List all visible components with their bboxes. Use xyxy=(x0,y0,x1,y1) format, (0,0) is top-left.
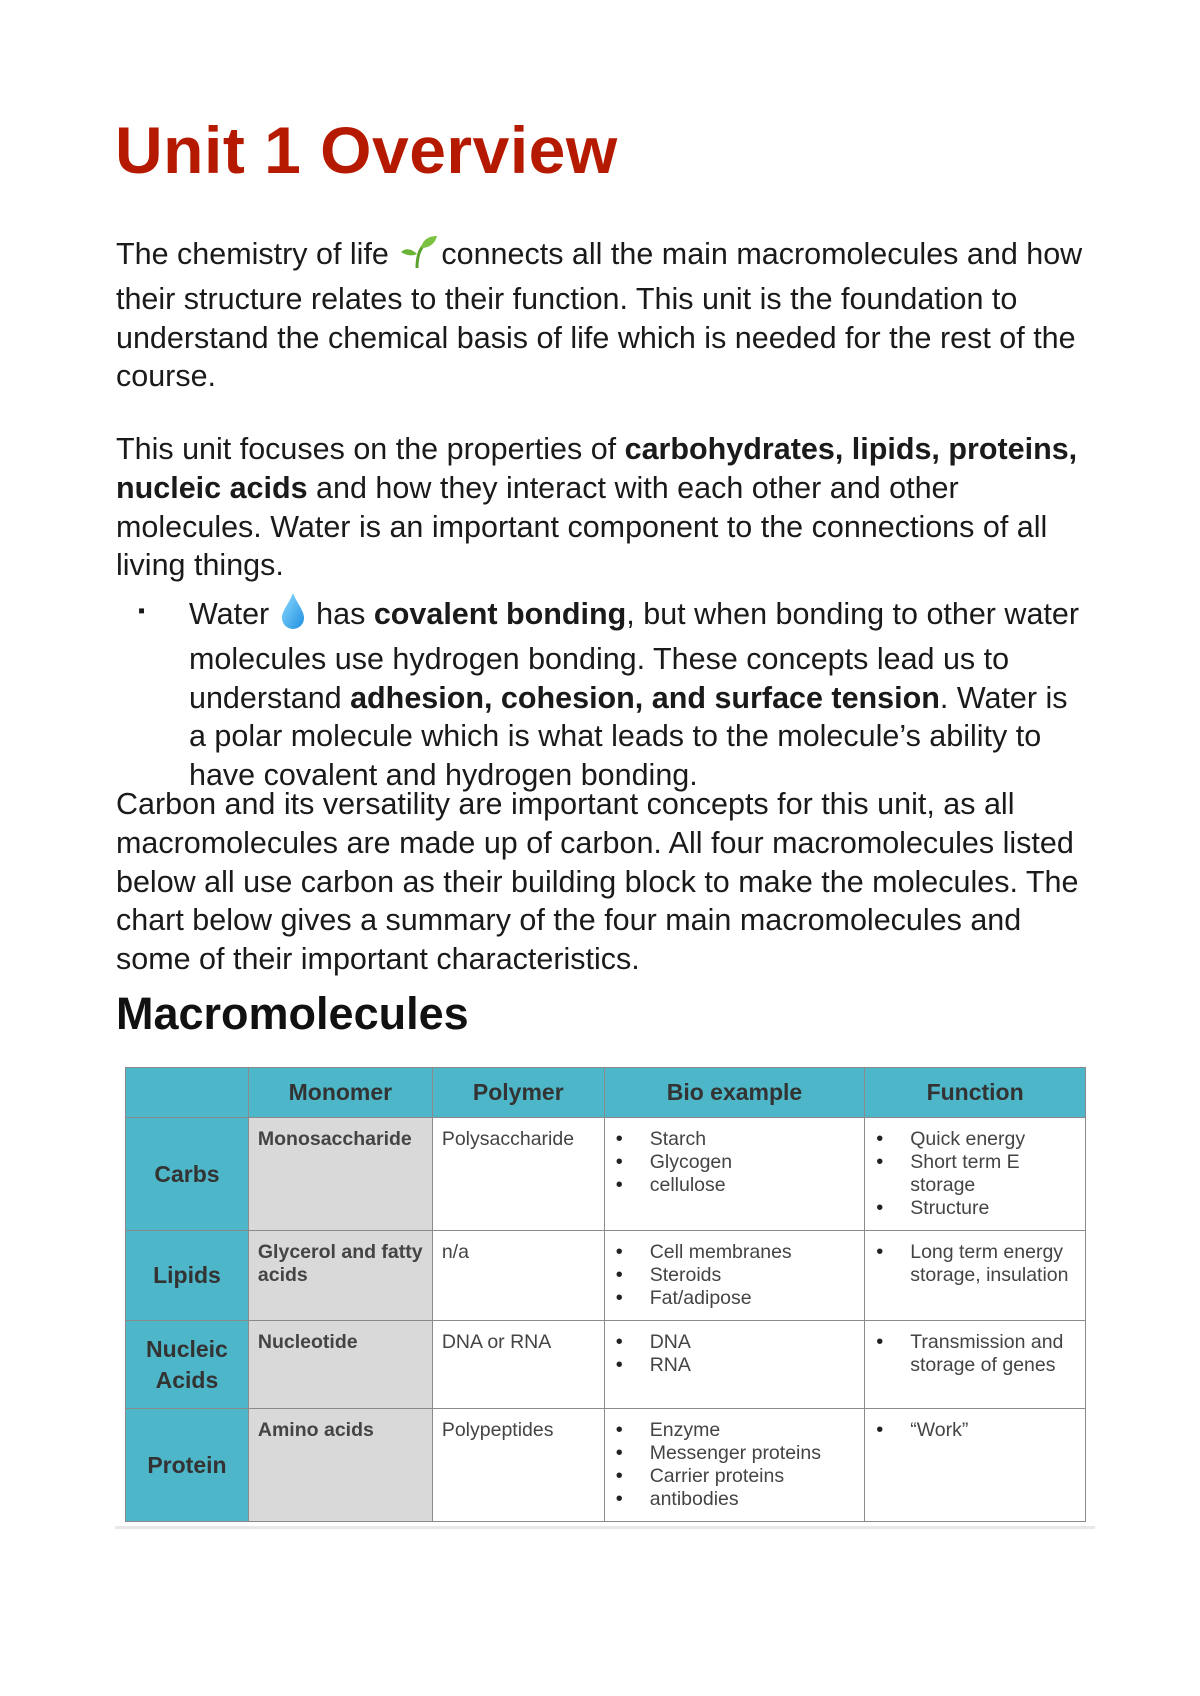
row-label: Carbs xyxy=(126,1118,249,1231)
bullet-text: has xyxy=(307,597,374,631)
header-cell: Function xyxy=(865,1068,1086,1118)
table-row xyxy=(126,1118,1086,1231)
list-item: • cellulose xyxy=(650,1174,856,1197)
divider xyxy=(115,1526,1095,1529)
monomer-cell: Nucleotide xyxy=(248,1321,432,1409)
bullet-bold: adhesion, cohesion, and surface tension xyxy=(350,680,940,715)
bullet-list xyxy=(874,1331,1076,1377)
function-cell xyxy=(865,1231,1086,1321)
carbon-paragraph: Carbon and its versatility are important concepts for this unit, as all macromolecules are made up of carbon. All four macromolecules listed below all use carbon as their building block to make the molecules. The chart below gives a summary of the four main macromolecules and some of their important characteristics. xyxy=(116,787,1079,977)
monomer-cell: Amino acids xyxy=(248,1409,432,1522)
header-cell xyxy=(126,1068,249,1118)
list-item: • DNA xyxy=(650,1331,856,1354)
bullet-marker: ▪ xyxy=(138,600,146,622)
focus-bold: carbohydrates, lipids, proteins, nucleic acids xyxy=(116,432,1078,505)
bullet-list xyxy=(614,1419,856,1511)
bullet-list xyxy=(614,1241,856,1310)
bullet-list xyxy=(874,1419,1076,1442)
list-item: • antibodies xyxy=(650,1488,856,1511)
bio-example-cell xyxy=(604,1118,865,1231)
header-cell: Polymer xyxy=(432,1068,604,1118)
list-item: • Quick energy xyxy=(910,1128,1076,1151)
intro-text: connects all the main macromolecules and how their structure relates to their function. This unit is the foundation to understand the chemical basis of life which is needed for the rest of the course. xyxy=(116,237,1083,394)
header-cell: Bio example xyxy=(604,1068,865,1118)
list-item: • Glycogen xyxy=(650,1151,856,1174)
header-cell: Monomer xyxy=(248,1068,432,1118)
polymer-cell: n/a xyxy=(432,1231,604,1321)
bio-example-cell xyxy=(604,1231,865,1321)
function-cell xyxy=(865,1409,1086,1522)
focus-text: and how they interact with each other and other molecules. Water is an important component to the connections of all living things. xyxy=(116,470,1048,583)
function-cell xyxy=(865,1321,1086,1409)
focus-paragraph xyxy=(116,430,1091,585)
table-row xyxy=(126,1231,1086,1321)
macromolecules-table xyxy=(125,1067,1086,1522)
water-bullet-list xyxy=(116,592,1091,795)
table-header-row xyxy=(126,1068,1086,1118)
section-heading: Macromolecules xyxy=(116,988,469,1039)
monomer-cell: Glycerol and fatty acids xyxy=(248,1231,432,1321)
list-item: • Messenger proteins xyxy=(650,1442,856,1465)
table-row xyxy=(126,1321,1086,1409)
row-label: Nucleic Acids xyxy=(126,1321,249,1409)
polymer-cell: Polysaccharide xyxy=(432,1118,604,1231)
intro-text: The chemistry of life xyxy=(116,237,398,271)
list-item: • Transmission and storage of genes xyxy=(910,1331,1076,1377)
bullet-text: Water xyxy=(189,597,278,631)
list-item: • Structure xyxy=(910,1197,1076,1220)
list-item: • Cell membranes xyxy=(650,1241,856,1264)
list-item: • Steroids xyxy=(650,1264,856,1287)
bio-example-cell xyxy=(604,1409,865,1522)
list-item: • Enzyme xyxy=(650,1419,856,1442)
list-item: • Carrier proteins xyxy=(650,1465,856,1488)
bio-example-cell xyxy=(604,1321,865,1409)
row-label: Lipids xyxy=(126,1231,249,1321)
page-title: Unit 1 Overview xyxy=(115,113,618,187)
bullet-list xyxy=(614,1128,856,1197)
list-item: • Short term E storage xyxy=(910,1151,1076,1197)
seedling-icon xyxy=(399,234,439,280)
focus-text: This unit focuses on the properties of xyxy=(116,432,625,466)
bullet-text: , but when bonding to other water molecules use hydrogen bonding. These concepts lead us to understand xyxy=(189,597,1080,715)
bullet-bold: covalent bonding xyxy=(373,597,627,631)
bullet-text: . Water is a polar molecule which is what leads to the molecule’s ability to have covalent and hydrogen bonding. xyxy=(189,680,1068,793)
list-item: • Long term energy storage, insulation xyxy=(910,1241,1076,1287)
list-item: • Starch xyxy=(650,1128,856,1151)
list-item xyxy=(116,592,1091,795)
intro-paragraph xyxy=(116,234,1091,396)
polymer-cell: Polypeptides xyxy=(432,1409,604,1522)
table-row xyxy=(126,1409,1086,1522)
function-cell xyxy=(865,1118,1086,1231)
list-item: • RNA xyxy=(650,1354,856,1377)
polymer-cell: DNA or RNA xyxy=(432,1321,604,1409)
water-droplet-icon xyxy=(280,592,306,640)
row-label: Protein xyxy=(126,1409,249,1522)
monomer-cell: Monosaccharide xyxy=(248,1118,432,1231)
bullet-list xyxy=(874,1128,1076,1220)
list-item: • Fat/adipose xyxy=(650,1287,856,1310)
list-item: • “Work” xyxy=(910,1419,1076,1442)
bullet-list xyxy=(614,1331,856,1377)
bullet-list xyxy=(874,1241,1076,1287)
